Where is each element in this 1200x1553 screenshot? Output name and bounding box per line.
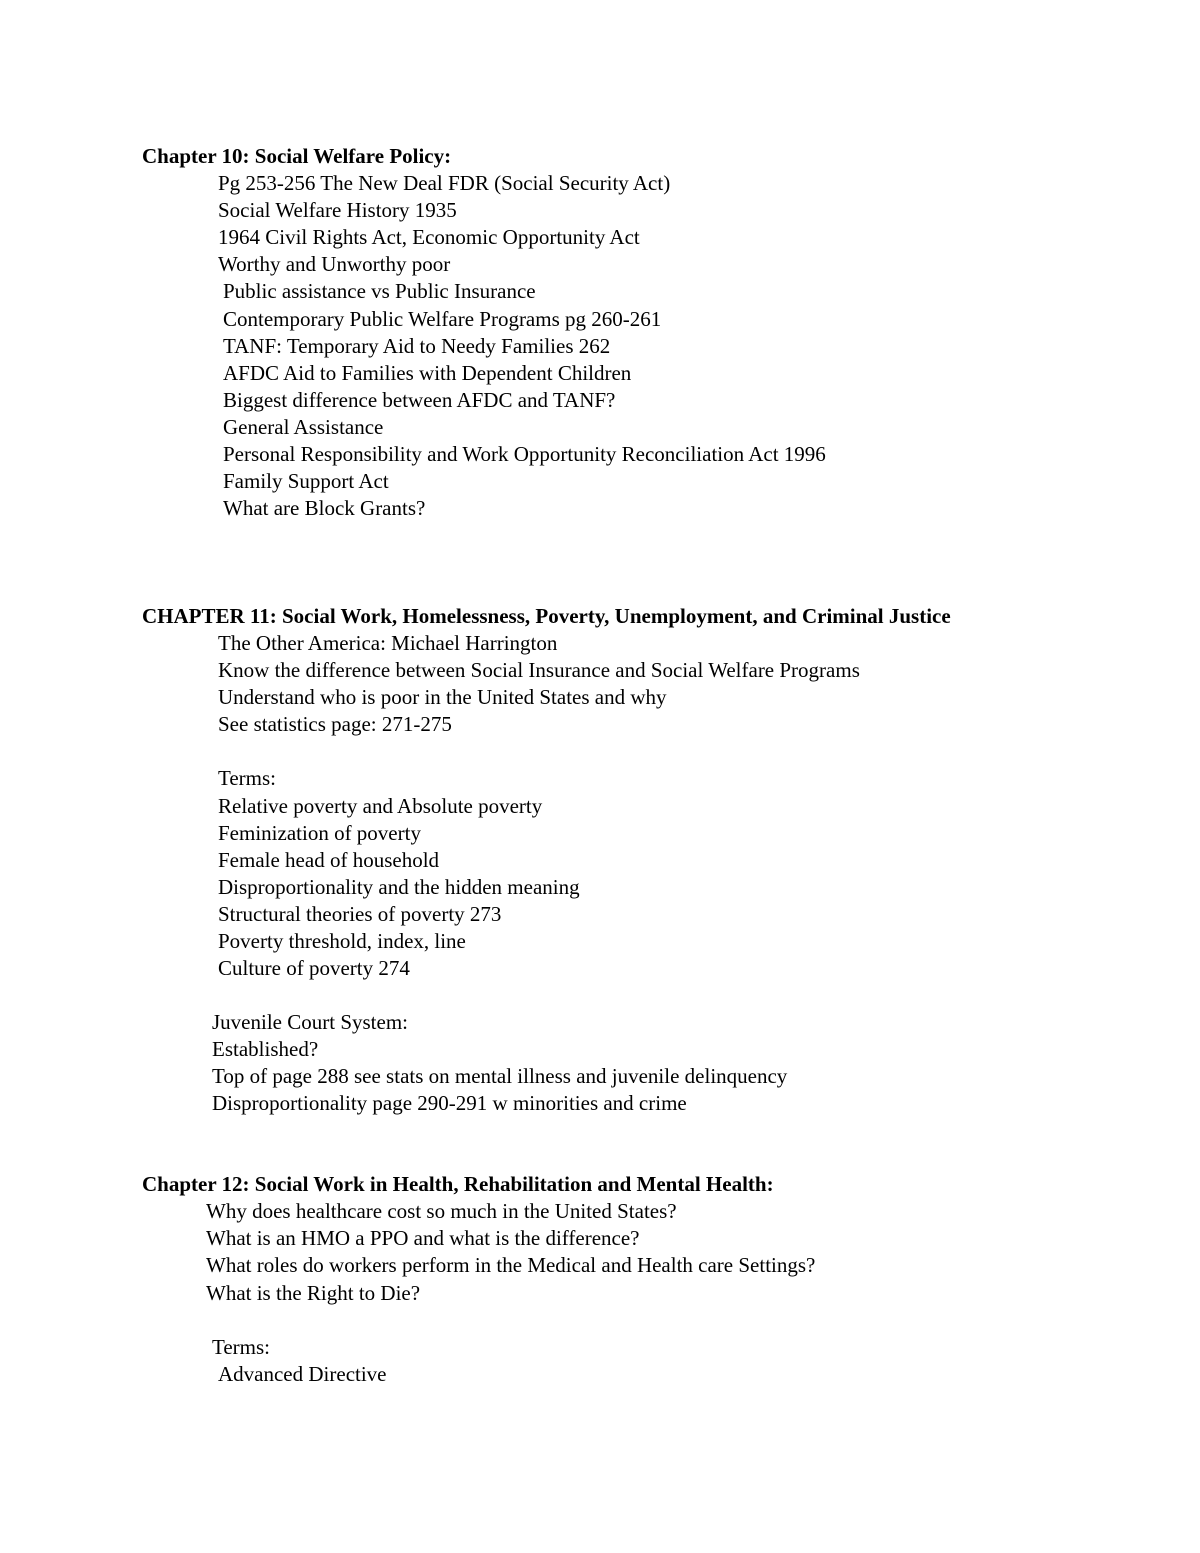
juvenile-court-item: Top of page 288 see stats on mental illness and juvenile delinquency — [212, 1064, 788, 1088]
juvenile-court-heading: Juvenile Court System: — [212, 1010, 408, 1034]
chapter-11-term: Female head of household — [218, 848, 440, 872]
chapter-12-item: What is an HMO a PPO and what is the difference? — [206, 1226, 640, 1250]
chapter-10-item: Worthy and Unworthy poor — [218, 252, 451, 276]
chapter-11-item: Know the difference between Social Insurance and Social Welfare Programs — [218, 658, 860, 682]
juvenile-court-item: Established? — [212, 1037, 319, 1061]
chapter-11-term: Disproportionality and the hidden meaning — [218, 875, 580, 899]
chapter-11-item: The Other America: Michael Harrington — [218, 631, 558, 655]
chapter-11-item: Understand who is poor in the United States and why — [218, 685, 667, 709]
chapter-10-item: 1964 Civil Rights Act, Economic Opportunity Act — [218, 225, 640, 249]
chapter-10-item: Biggest difference between AFDC and TANF? — [223, 388, 616, 412]
chapter-12-item: What is the Right to Die? — [206, 1281, 421, 1305]
chapter-11-term: Culture of poverty 274 — [218, 956, 410, 980]
chapter-11-terms-label: Terms: — [218, 766, 277, 790]
chapter-10-item: Personal Responsibility and Work Opportunity Reconciliation Act 1996 — [223, 442, 826, 466]
chapter-11-heading: CHAPTER 11: Social Work, Homelessness, Poverty, Unemployment, and Criminal Justice — [142, 604, 951, 628]
chapter-12-terms-label: Terms: — [212, 1335, 271, 1359]
chapter-11-term: Relative poverty and Absolute poverty — [218, 794, 543, 818]
chapter-10-heading: Chapter 10: Social Welfare Policy: — [142, 144, 452, 168]
chapter-12-heading: Chapter 12: Social Work in Health, Rehabilitation and Mental Health: — [142, 1172, 774, 1196]
juvenile-court-item: Disproportionality page 290-291 w minorities and crime — [212, 1091, 687, 1115]
chapter-10-item: Social Welfare History 1935 — [218, 198, 457, 222]
chapter-11-item: See statistics page: 271-275 — [218, 712, 452, 736]
chapter-10-item: AFDC Aid to Families with Dependent Children — [223, 361, 632, 385]
chapter-10-item: General Assistance — [223, 415, 384, 439]
chapter-12-item: What roles do workers perform in the Medical and Health care Settings? — [206, 1253, 816, 1277]
chapter-10-item: Pg 253-256 The New Deal FDR (Social Security Act) — [218, 171, 671, 195]
chapter-10-item: Contemporary Public Welfare Programs pg 260-261 — [223, 307, 662, 331]
chapter-11-term: Structural theories of poverty 273 — [218, 902, 502, 926]
chapter-12-item: Why does healthcare cost so much in the United States? — [206, 1199, 677, 1223]
chapter-11-term: Poverty threshold, index, line — [218, 929, 466, 953]
chapter-10-item: Family Support Act — [223, 469, 389, 493]
chapter-11-term: Feminization of poverty — [218, 821, 421, 845]
chapter-12-term: Advanced Directive — [218, 1362, 387, 1386]
chapter-10-item: TANF: Temporary Aid to Needy Families 262 — [223, 334, 611, 358]
chapter-10-item: What are Block Grants? — [223, 496, 426, 520]
chapter-10-item: Public assistance vs Public Insurance — [223, 279, 536, 303]
